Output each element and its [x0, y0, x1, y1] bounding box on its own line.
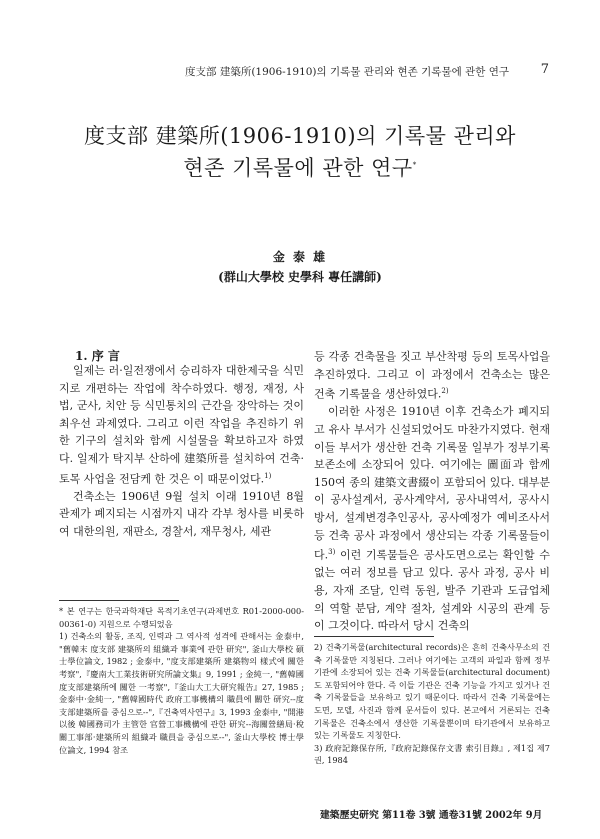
body-paragraph: 건축소는 1906년 9월 설치 이래 1910년 8월 관제가 폐지되는 시점까지 내각 각부 청사를 비롯하여 대한의원, 재판소, 경찰서, 재무청사, 세관 — [59, 489, 304, 538]
running-header — [185, 62, 549, 79]
section-heading: 1. 序 言 — [75, 349, 120, 363]
footnotes-right — [314, 636, 550, 767]
footnote-2: 2) 건축기록물(architectural records)은 흔히 건축사무소의 건축 기록물만 지칭된다. 그러나 여기에는 고객의 파일과 함께 정부기관에 소장되어 있는 건축 기록물들(architectural document)도 포함되어야 한다. 즉 이들 기관은 건축 기능을 가지고 있거나 건축 기록물들을 보유하고 있기 때문이다. 따라서 건축 기록물에는 도면, 모델, 사진과 함께 문서들이 있다. 본고에서 거론되는 건축 기록물은 건축소에서 생산한 기록물뿐이며 타기관에서 보유하고 있는 기록물도 지칭한다. — [314, 642, 550, 741]
body-paragraph: 등 각종 건축물을 짓고 부산착평 등의 토목사업을 추진하였다. 그리고 이 과정에서 건축소는 많은 건축 기록물을 생산하였다.$^{2)}$ — [314, 350, 550, 401]
footnote-divider — [314, 636, 434, 637]
author-affiliation: (群山大學校 史學科 專任講師) — [218, 270, 382, 284]
article-title-line-2 — [0, 152, 600, 182]
page-number: 7 — [540, 62, 549, 77]
article-title-text: 현존 기록물에 관한 연구 — [183, 156, 413, 180]
footnotes-left — [59, 600, 304, 756]
footnote-ref: 3) — [328, 548, 336, 557]
title-footnote-mark: * — [412, 161, 417, 169]
journal-footer: 建築歷史研究 第11卷 3號 通卷31號 2002年 9月 — [320, 810, 543, 821]
footnote-divider — [59, 600, 179, 601]
footnote-funding: * 본 연구는 한국과학재단 목적기초연구(과제번호 R01-2000-000-00361-0) 지원으로 수행되었음 — [59, 606, 304, 629]
footnote-1: 1) 건축소의 활동, 조직, 인력과 그 역사적 성격에 관해서는 金泰中, "舊韓末 度支部 建築所의 組織과 事業에 관한 研究", 釜山大學校 碩士學位論文, 1982 ; 金泰中, "度支部建築所 建築物의 樣式에 關한 考察",『慶南大工業技術研究所論文集』9, 1991 ; 金純一, "舊韓國度支部建築所에 關한 一考察",『釜山大工大研究報告』27, 1985 ; 金泰中·金純一, "舊韓國時代 政府工事機構의 職員에 關한 研究--度支部建築所를 중심으로--",『건축역사연구』3, 1993 金泰中, "開港以後 韓國務司가 主管한 官營工事機構에 관한 研究--海關營繕局·稅關工事部·建築所의 組織과 職員을 중심으로--", 釜山大學校 博士學位論文, 1994 참조 — [59, 631, 304, 755]
left-column — [59, 362, 304, 541]
right-column — [314, 348, 550, 635]
author-name: 金 泰 雄 — [272, 250, 328, 264]
running-title: 度支部 建築所(1906-1910)의 기록물 관리와 현존 기록물에 관한 연구 — [185, 66, 509, 78]
article-title-line-1: 度支部 建築所(1906-1910)의 기록물 관리와 — [84, 124, 516, 148]
footnote-ref: 2) — [441, 387, 449, 396]
footnote-3: 3) 政府記錄保存所,『政府記錄保存文書 索引目錄』, 제1집 제7권, 1984 — [314, 742, 550, 766]
body-paragraph: 이러한 사정은 1910년 이후 건축소가 폐지되고 유사 부서가 신설되었어도 마찬가지였다. 현재 이들 부서가 생산한 건축 기록물 일부가 정부기록보존소에 소장되어 있다. 여기에는 圖面과 함께 150여 종의 建築文書綴이 포함되어 있다. 대부분이 공사설계서, 공사계약서, 공사내역서, 공사시방서, 설계변경추인공사, 공사예정가 예비조사서 등 건축 공사 과정에서 생산되는 각종 기록물들이다.$^{3)}$ 이런 기록물들은 공사도면으로는 확인할 수 없는 여러 정보를 담고 있다. 공사 과정, 공사 비용, 자재 조달, 인력 동원, 발주 기관과 도급업체의 역할 분담, 계약 절차, 설계와 시공의 관계 등이 그것이다. 따라서 당시 건축의 — [314, 405, 550, 633]
body-paragraph: 일제는 러·일전쟁에서 승리하자 대한제국을 식민지로 개편하는 작업에 착수하였다. 행정, 재정, 사법, 군사, 치안 등 식민통치의 근간을 장악하는 것이 최우선 과제였다. 그리고 이런 작업을 추진하기 위한 기구의 설치와 함께 시설물을 확보하고자 하였다. 일제가 탁지부 산하에 建築所를 설치하여 건축·토목 사업을 전담케 한 것은 이 때문이었다.$^{1)}$ — [59, 364, 304, 486]
footnote-ref: 1) — [264, 471, 272, 480]
